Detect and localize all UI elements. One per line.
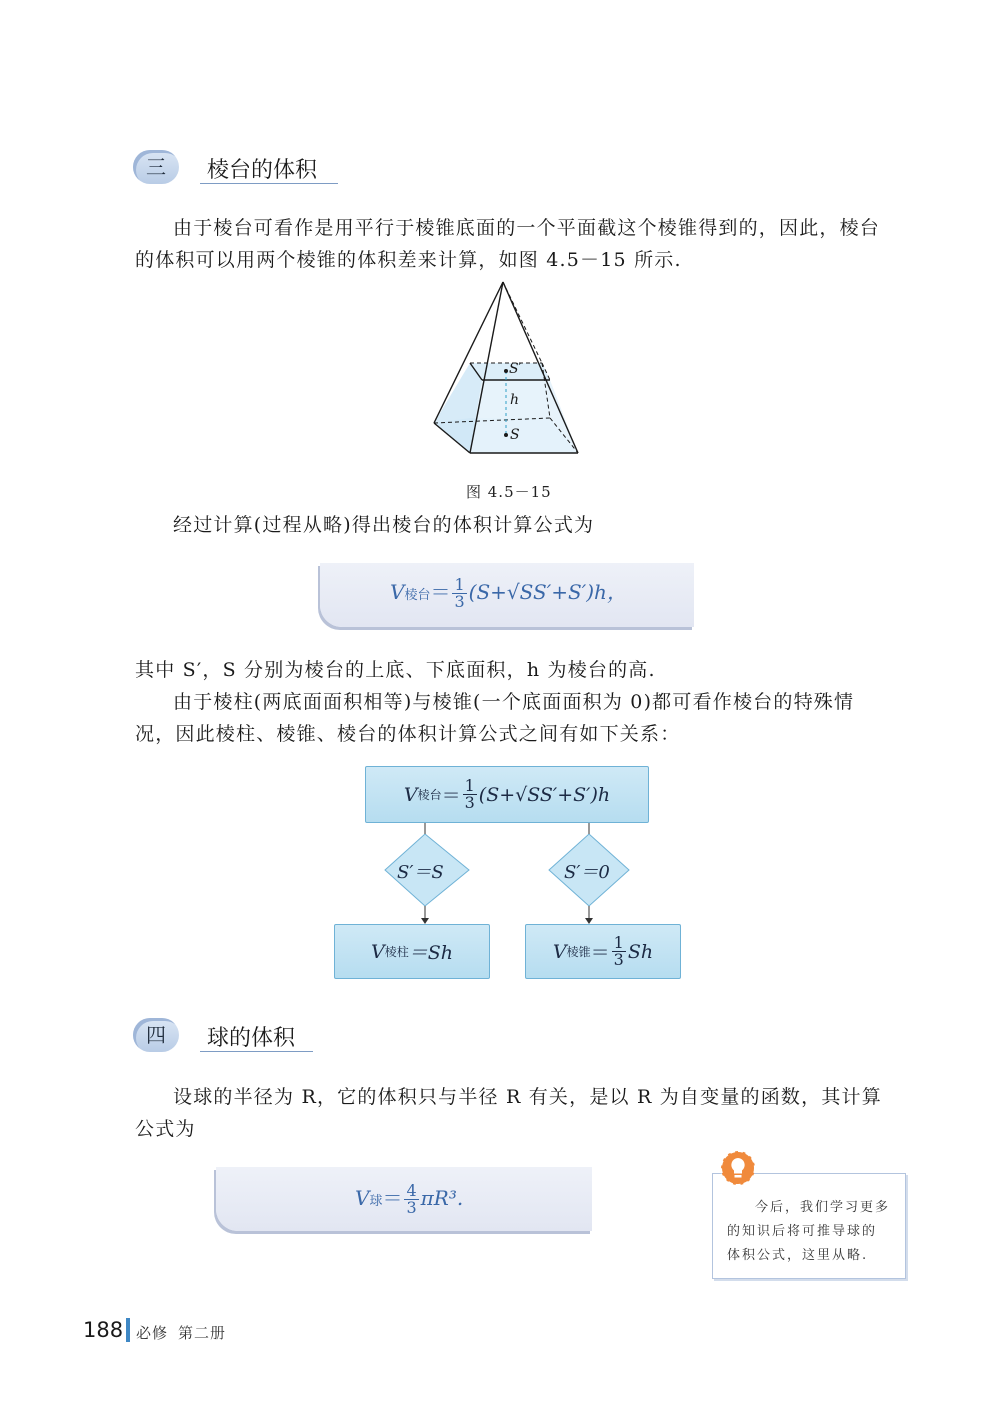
footer-divider [126, 1318, 130, 1342]
frustum-formula: V棱台＝ $\frac{1}{3}$ (S+√SS′+S′)h， [390, 575, 627, 611]
note-text: 今后，我们学习更多的知识后将可推导球的体积公式，这里从略. [727, 1200, 891, 1263]
flowchart-connectors [330, 820, 690, 930]
sphere-formula: V球＝ $\frac{4}{3}$ πR³. [355, 1181, 464, 1217]
paragraph: 经过计算(过程从略)得出棱台的体积计算公式为 [173, 514, 595, 536]
section-title: 棱台的体积 [207, 158, 318, 183]
label-bottom-area: S [510, 427, 520, 443]
frustum-figure [430, 278, 585, 463]
label-top-area: S′ [509, 361, 522, 377]
paragraph: 由于棱柱(两底面面积相等)与棱锥(一个底面面积为 0)都可看作棱台的特殊情况，因此棱柱、棱锥、棱台的体积计算公式之间有如下关系： [135, 691, 855, 745]
flow-frustum-box: V 棱台 ＝ $\frac{1}{3}$ (S+√SS′+S′)h [365, 766, 649, 823]
label-height: h [510, 392, 520, 408]
lightbulb-icon [718, 1148, 758, 1188]
figure-caption: 图 4.5－15 [466, 483, 552, 501]
volume-name: 第二册 [178, 1324, 227, 1342]
section-badge: 四 [133, 1018, 179, 1052]
flow-pyramid-box: V 棱锥 ＝ $\frac{1}{3}$ Sh [525, 924, 681, 979]
section-title: 球的体积 [207, 1026, 296, 1051]
section-underline [200, 1051, 313, 1052]
side-note [712, 1173, 906, 1279]
condition-equal: S′＝S [397, 862, 444, 883]
page-number: 188 [83, 1318, 124, 1342]
book-name: 必修 [136, 1324, 169, 1342]
paragraph: 设球的半径为 R，它的体积只与半径 R 有关，是以 R 为自变量的函数，其计算公式为 [135, 1086, 882, 1140]
condition-zero: S′＝0 [564, 862, 610, 883]
paragraph: 其中 S′，S 分别为棱台的上底、下底面积，h 为棱台的高. [135, 659, 656, 681]
section-underline [200, 183, 338, 184]
section-badge: 三 [133, 150, 179, 184]
paragraph: 由于棱台可看作是用平行于棱锥底面的一个平面截这个棱锥得到的，因此，棱台的体积可以用两个棱锥的体积差来计算，如图 4.5－15 所示. [135, 217, 881, 271]
flow-prism-box: V 棱柱 ＝Sh [334, 924, 490, 979]
